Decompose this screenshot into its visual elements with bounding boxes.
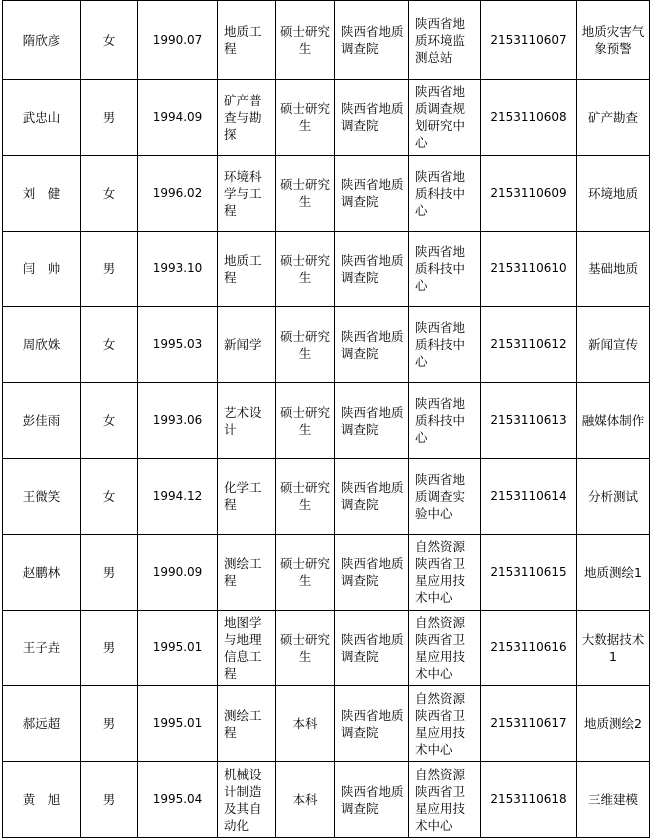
education-cell: 硕士研究生: [276, 307, 335, 383]
name-cell: 刘 健: [3, 155, 81, 231]
name-cell: 武忠山: [3, 80, 81, 156]
employer-cell: 陕西省地质调查院: [335, 610, 409, 686]
employer-cell: 陕西省地质调查院: [335, 383, 409, 459]
table-row: [3, 307, 650, 383]
major-cell: 测绘工程: [218, 534, 276, 610]
name-cell: 黄 旭: [3, 762, 81, 838]
name-cell: 赵鹏林: [3, 534, 81, 610]
position-code-cell: 2153110609: [481, 155, 577, 231]
table-row: [3, 686, 650, 762]
birth-date-cell: 1996.02: [138, 155, 218, 231]
gender-cell: 男: [81, 686, 138, 762]
table-row: [3, 1, 650, 80]
major-cell: 地图学与地理信息工程: [218, 610, 276, 686]
unit-cell: 陕西省地质调查实验中心: [409, 458, 481, 534]
gender-cell: 女: [81, 307, 138, 383]
gender-cell: 女: [81, 383, 138, 459]
birth-date-cell: 1994.12: [138, 458, 218, 534]
employer-cell: 陕西省地质调查院: [335, 458, 409, 534]
position-cell: 矿产勘查: [577, 80, 650, 156]
major-cell: 环境科学与工程: [218, 155, 276, 231]
position-cell: 地质灾害气象预警: [577, 1, 650, 80]
education-cell: 硕士研究生: [276, 231, 335, 307]
birth-date-cell: 1990.09: [138, 534, 218, 610]
table-row: [3, 155, 650, 231]
major-cell: 地质工程: [218, 1, 276, 80]
unit-cell: 陕西省地质科技中心: [409, 383, 481, 459]
position-code-cell: 2153110607: [481, 1, 577, 80]
position-cell: 三维建模: [577, 762, 650, 838]
education-cell: 硕士研究生: [276, 458, 335, 534]
unit-cell: 陕西省地质调查规划研究中心: [409, 80, 481, 156]
name-cell: 郝远超: [3, 686, 81, 762]
name-cell: 彭佳雨: [3, 383, 81, 459]
education-cell: 硕士研究生: [276, 610, 335, 686]
birth-date-cell: 1995.03: [138, 307, 218, 383]
birth-date-cell: 1995.04: [138, 762, 218, 838]
birth-date-cell: 1993.10: [138, 231, 218, 307]
table-row: [3, 610, 650, 686]
table-row: [3, 383, 650, 459]
position-code-cell: 2153110616: [481, 610, 577, 686]
major-cell: 机械设计制造及其自动化: [218, 762, 276, 838]
position-code-cell: 2153110608: [481, 80, 577, 156]
education-cell: 硕士研究生: [276, 80, 335, 156]
major-cell: 矿产普查与勘探: [218, 80, 276, 156]
unit-cell: 陕西省地质科技中心: [409, 307, 481, 383]
name-cell: 闫 帅: [3, 231, 81, 307]
birth-date-cell: 1994.09: [138, 80, 218, 156]
education-cell: 硕士研究生: [276, 534, 335, 610]
position-cell: 地质测绘1: [577, 534, 650, 610]
name-cell: 周欣姝: [3, 307, 81, 383]
table-row: [3, 458, 650, 534]
position-cell: 新闻宣传: [577, 307, 650, 383]
gender-cell: 女: [81, 1, 138, 80]
birth-date-cell: 1993.06: [138, 383, 218, 459]
gender-cell: 女: [81, 458, 138, 534]
position-code-cell: 2153110618: [481, 762, 577, 838]
employer-cell: 陕西省地质调查院: [335, 80, 409, 156]
name-cell: 隋欣彦: [3, 1, 81, 80]
position-cell: 融媒体制作: [577, 383, 650, 459]
employer-cell: 陕西省地质调查院: [335, 155, 409, 231]
employer-cell: 陕西省地质调查院: [335, 534, 409, 610]
gender-cell: 男: [81, 610, 138, 686]
education-cell: 本科: [276, 686, 335, 762]
position-cell: 基础地质: [577, 231, 650, 307]
position-cell: 地质测绘2: [577, 686, 650, 762]
major-cell: 化学工程: [218, 458, 276, 534]
birth-date-cell: 1995.01: [138, 610, 218, 686]
gender-cell: 男: [81, 762, 138, 838]
position-cell: 环境地质: [577, 155, 650, 231]
table-row: [3, 231, 650, 307]
name-cell: 王微笑: [3, 458, 81, 534]
unit-cell: 自然资源陕西省卫星应用技术中心: [409, 762, 481, 838]
education-cell: 硕士研究生: [276, 155, 335, 231]
birth-date-cell: 1995.01: [138, 686, 218, 762]
table-row: [3, 762, 650, 838]
table-row: [3, 534, 650, 610]
position-code-cell: 2153110614: [481, 458, 577, 534]
name-cell: 王子垚: [3, 610, 81, 686]
position-code-cell: 2153110613: [481, 383, 577, 459]
major-cell: 测绘工程: [218, 686, 276, 762]
position-cell: 大数据技术1: [577, 610, 650, 686]
unit-cell: 自然资源陕西省卫星应用技术中心: [409, 534, 481, 610]
education-cell: 本科: [276, 762, 335, 838]
major-cell: 艺术设计: [218, 383, 276, 459]
education-cell: 硕士研究生: [276, 1, 335, 80]
table-body: [3, 1, 650, 838]
major-cell: 地质工程: [218, 231, 276, 307]
gender-cell: 女: [81, 155, 138, 231]
unit-cell: 自然资源陕西省卫星应用技术中心: [409, 610, 481, 686]
position-code-cell: 2153110610: [481, 231, 577, 307]
unit-cell: 陕西省地质科技中心: [409, 231, 481, 307]
position-code-cell: 2153110615: [481, 534, 577, 610]
unit-cell: 自然资源陕西省卫星应用技术中心: [409, 686, 481, 762]
employer-cell: 陕西省地质调查院: [335, 1, 409, 80]
gender-cell: 男: [81, 231, 138, 307]
position-cell: 分析测试: [577, 458, 650, 534]
birth-date-cell: 1990.07: [138, 1, 218, 80]
education-cell: 硕士研究生: [276, 383, 335, 459]
employer-cell: 陕西省地质调查院: [335, 762, 409, 838]
employer-cell: 陕西省地质调查院: [335, 231, 409, 307]
gender-cell: 男: [81, 80, 138, 156]
personnel-table: [2, 0, 650, 838]
position-code-cell: 2153110617: [481, 686, 577, 762]
major-cell: 新闻学: [218, 307, 276, 383]
employer-cell: 陕西省地质调查院: [335, 686, 409, 762]
employer-cell: 陕西省地质调查院: [335, 307, 409, 383]
unit-cell: 陕西省地质科技中心: [409, 155, 481, 231]
position-code-cell: 2153110612: [481, 307, 577, 383]
unit-cell: 陕西省地质环境监测总站: [409, 1, 481, 80]
gender-cell: 男: [81, 534, 138, 610]
table-row: [3, 80, 650, 156]
